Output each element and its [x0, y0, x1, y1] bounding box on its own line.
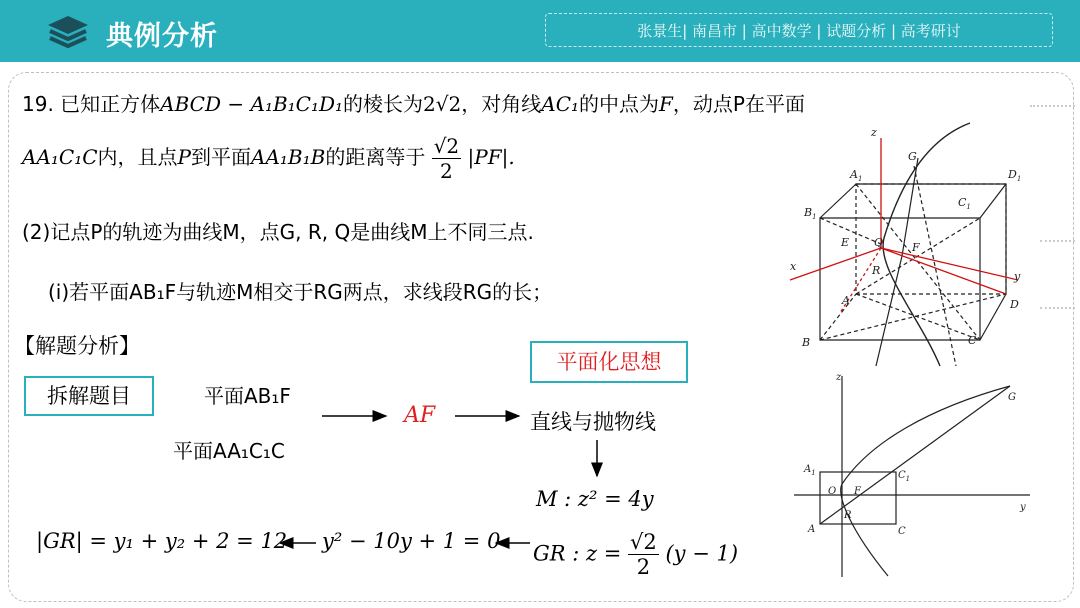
svg-text:y: y [1020, 502, 1026, 513]
svg-text:Q: Q [874, 236, 884, 249]
svg-text:G: G [1008, 392, 1016, 403]
svg-text:z: z [836, 372, 842, 383]
svg-text:F: F [912, 241, 920, 254]
svg-text:R: R [844, 510, 852, 521]
eq-gr: GR : z = $\frac{√2}{2}$ (y − 1) [533, 530, 739, 579]
svg-text:D: D [1010, 298, 1019, 311]
svg-text:x: x [790, 260, 797, 273]
svg-text:R: R [872, 264, 881, 277]
svg-text:A1: $A_1$ [804, 464, 816, 477]
svg-text:C: C [898, 526, 906, 537]
plane-ab1f: 平面AB₁F [204, 384, 291, 408]
svg-text:C: C [968, 334, 977, 347]
page-title: 典例分析 [106, 21, 218, 52]
problem-line-3: (2)记点P的轨迹为曲线M，点G, R, Q是曲线M上不同三点. [22, 220, 534, 244]
line-af: AF [404, 403, 436, 428]
svg-text:A: A [808, 524, 816, 535]
eq-result: |GR| = y₁ + y₂ + 2 = 12 [36, 529, 288, 553]
cube-figure [780, 118, 1040, 368]
eq-m: M : z² = 4y [536, 487, 654, 511]
svg-text:O: O [828, 486, 837, 497]
svg-text:B1: $B_1$ [804, 206, 817, 221]
svg-text:y: y [1014, 270, 1021, 283]
svg-text:F: F [854, 486, 861, 497]
svg-text:C1: $C_1$ [958, 196, 971, 211]
svg-text:C1: $C_1$ [898, 470, 911, 483]
svg-text:G: G [908, 150, 917, 163]
svg-text:D1: $D_1$ [1008, 168, 1022, 183]
analysis-heading: 【解题分析】 [14, 334, 140, 358]
svg-text:A1: $A_1$ [850, 168, 863, 183]
plane-figure [790, 372, 1040, 582]
svg-text:B: B [802, 336, 811, 349]
svg-text:z: z [871, 126, 877, 139]
line-parabola: 直线与抛物线 [530, 410, 656, 434]
problem-line-4: (i)若平面AB₁F与轨迹M相交于RG两点，求线段RG的长； [48, 280, 553, 304]
eq-quadratic: y² − 10y + 1 = 0 [322, 529, 501, 553]
split-label-box: 拆解题目 [24, 376, 154, 416]
idea-label-box: 平面化思想 [530, 341, 688, 383]
plane-aa1c1c: 平面AA₁C₁C [173, 439, 285, 463]
svg-text:E: E [841, 236, 850, 249]
problem-line-1: 19. 已知正方体ABCD − A₁B₁C₁D₁的棱长为2√2，对角线AC₁的中点为F，动点P在平面 [22, 92, 805, 116]
svg-text:A: A [842, 294, 850, 307]
problem-line-2: AA₁C₁C内，且点P到平面AA₁B₁B的距离等于 $\frac{√2}{2}$ |PF|. [22, 134, 515, 183]
tagline-text: 张景生| 南昌市 | 高中数学 | 试题分析 | 高考研讨 [637, 22, 961, 40]
